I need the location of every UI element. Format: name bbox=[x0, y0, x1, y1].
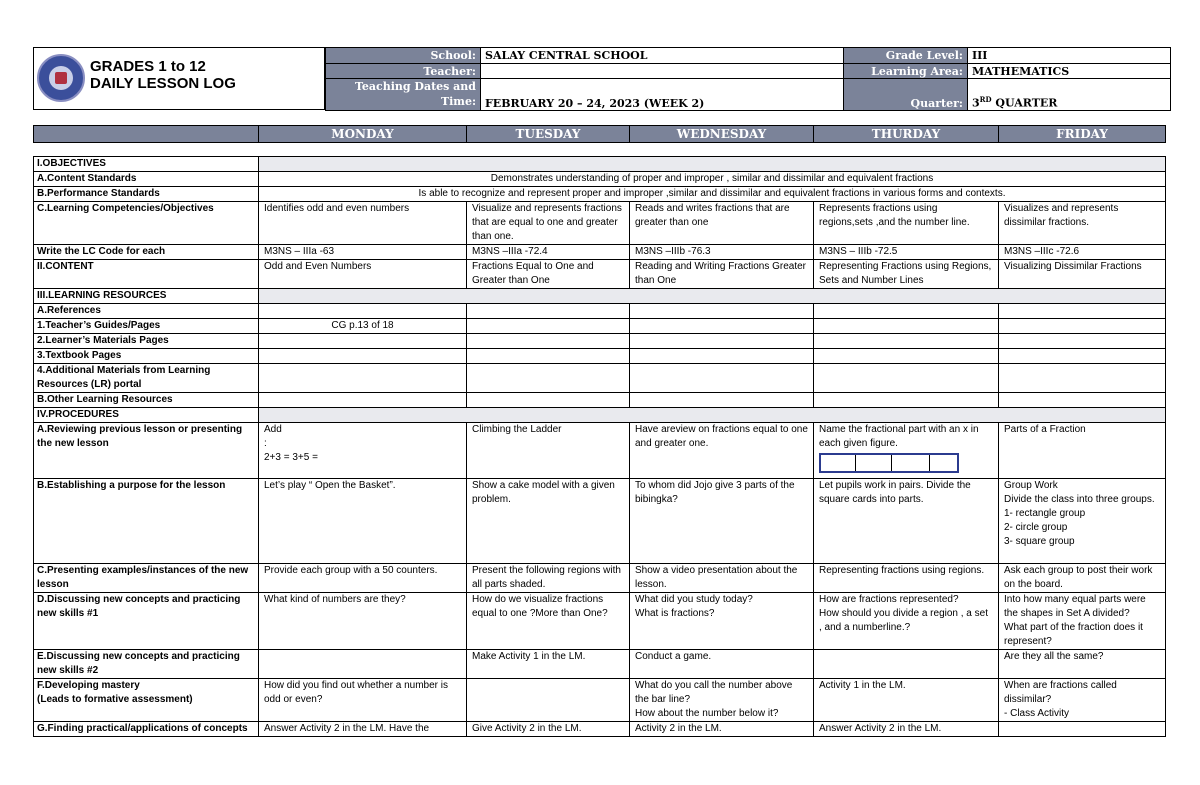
reviewing-mon-line1: Add bbox=[264, 424, 282, 435]
finding-wed: Activity 2 in the LM. bbox=[630, 722, 814, 737]
purpose-fri-line3: 1- rectangle group bbox=[1004, 508, 1086, 519]
purpose-fri-line1: Group Work bbox=[1004, 480, 1058, 491]
objectives-span bbox=[259, 157, 1166, 172]
competency-mon: Identifies odd and even numbers bbox=[259, 202, 467, 245]
mastery-mon: How did you find out whether a number is odd or even? bbox=[259, 679, 467, 722]
reviewing-label: A.Reviewing previous lesson or presenting the new lesson bbox=[34, 423, 259, 479]
purpose-label: B.Establishing a purpose for the lesson bbox=[34, 479, 259, 564]
lc-code-tue: M3NS –IIIa -72.4 bbox=[467, 245, 630, 260]
purpose-wed: To whom did Jojo give 3 parts of the bibingka? bbox=[630, 479, 814, 564]
procedures-span bbox=[259, 408, 1166, 423]
competency-fri: Visualizes and represents dissimilar fractions. bbox=[999, 202, 1166, 245]
reviewing-thu-text: Name the fractional part with an x in each given figure. bbox=[819, 424, 979, 449]
area-value: MATHEMATICS bbox=[968, 64, 1171, 79]
dates-label-line1: Teaching Dates and bbox=[354, 80, 476, 93]
deped-seal-icon bbox=[37, 54, 85, 102]
day-tuesday: TUESDAY bbox=[467, 126, 630, 143]
document-title bbox=[90, 58, 236, 92]
mastery-fri: When are fractions called dissimilar? - Class Activity bbox=[999, 679, 1166, 722]
discussing-1-fri: Into how many equal parts were the shapes in Set A divided? What part of the fraction does it represent? bbox=[999, 593, 1166, 650]
competency-thu: Represents fractions using regions,sets ,and the number line. bbox=[814, 202, 999, 245]
mastery-tue bbox=[467, 679, 630, 722]
finding-thu: Answer Activity 2 in the LM. bbox=[814, 722, 999, 737]
finding-label: G.Finding practical/applications of concepts bbox=[34, 722, 259, 737]
days-header-blank bbox=[34, 126, 259, 143]
competency-tue: Visualize and represents fractions that are equal to one and greater than one. bbox=[467, 202, 630, 245]
other-resources-label: B.Other Learning Resources bbox=[34, 393, 259, 408]
reviewing-mon-line3: 2+3 = 3+5 = bbox=[264, 452, 318, 463]
school-info-table bbox=[325, 47, 1171, 111]
finding-fri bbox=[999, 722, 1166, 737]
learners-materials-label: 2.Learner’s Materials Pages bbox=[34, 334, 259, 349]
school-label: School: bbox=[326, 48, 481, 64]
presenting-label: C.Presenting examples/instances of the new lesson bbox=[34, 564, 259, 593]
lc-code-fri: M3NS –IIIc -72.6 bbox=[999, 245, 1166, 260]
grade-value: III bbox=[968, 48, 1171, 64]
teachers-guide-mon: CG p.13 of 18 bbox=[259, 319, 467, 334]
additional-materials-label: 4.Additional Materials from Learning Resources (LR) portal bbox=[34, 364, 259, 393]
day-friday: FRIDAY bbox=[999, 126, 1166, 143]
purpose-thu: Let pupils work in pairs. Divide the square cards into parts. bbox=[814, 479, 999, 564]
discussing-1-label: D.Discussing new concepts and practicing new skills #1 bbox=[34, 593, 259, 650]
discussing-2-tue: Make Activity 1 in the LM. bbox=[467, 650, 630, 679]
content-fri: Visualizing Dissimilar Fractions bbox=[999, 260, 1166, 289]
discussing-1-tue: How do we visualize fractions equal to one ?More than One? bbox=[467, 593, 630, 650]
content-thu: Representing Fractions using Regions, Sets and Number Lines bbox=[814, 260, 999, 289]
teachers-guide-label: 1.Teacher’s Guides/Pages bbox=[34, 319, 259, 334]
discussing-2-thu bbox=[814, 650, 999, 679]
purpose-fri bbox=[999, 479, 1166, 564]
dates-value: FEBRUARY 20 – 24, 2023 (WEEK 2) bbox=[481, 79, 844, 111]
day-monday: MONDAY bbox=[259, 126, 467, 143]
learning-resources-span bbox=[259, 289, 1166, 304]
purpose-fri-line2: Divide the class into three groups. bbox=[1004, 494, 1155, 505]
content-wed: Reading and Writing Fractions Greater than One bbox=[630, 260, 814, 289]
presenting-tue: Present the following regions with all parts shaded. bbox=[467, 564, 630, 593]
reviewing-mon bbox=[259, 423, 467, 479]
lesson-grid bbox=[33, 156, 1166, 737]
quarter-number: 3 bbox=[972, 97, 980, 110]
purpose-fri-line4: 2- circle group bbox=[1004, 522, 1068, 533]
competencies-label: C.Learning Competencies/Objectives bbox=[34, 202, 259, 245]
performance-standards-label: B.Performance Standards bbox=[34, 187, 259, 202]
title-line-1: GRADES 1 to 12 bbox=[90, 58, 206, 75]
purpose-tue: Show a cake model with a given problem. bbox=[467, 479, 630, 564]
reviewing-tue: Climbing the Ladder bbox=[467, 423, 630, 479]
quarter-sup: RD bbox=[979, 95, 992, 105]
lc-code-thu: M3NS – IIIb -72.5 bbox=[814, 245, 999, 260]
day-thursday: THURDAY bbox=[814, 126, 999, 143]
reviewing-fri: Parts of a Fraction bbox=[999, 423, 1166, 479]
reviewing-thu bbox=[814, 423, 999, 479]
lc-code-wed: M3NS –IIIb -76.3 bbox=[630, 245, 814, 260]
area-label: Learning Area: bbox=[844, 64, 968, 79]
discussing-1-thu: How are fractions represented? How should you divide a region , a set , and a numberline.? bbox=[814, 593, 999, 650]
presenting-fri: Ask each group to post their work on the board. bbox=[999, 564, 1166, 593]
teacher-value bbox=[481, 64, 844, 79]
mastery-label-line2: (Leads to formative assessment) bbox=[37, 694, 193, 705]
performance-standards-value: Is able to recognize and represent proper and improper ,similar and dissimilar and equivalent fractions in various forms and contexts. bbox=[259, 187, 1166, 202]
content-standards-value: Demonstrates understanding of proper and improper , similar and dissimilar and equivalent fractions bbox=[259, 172, 1166, 187]
grade-label: Grade Level: bbox=[844, 48, 968, 64]
dates-label-line2: Time: bbox=[440, 95, 476, 108]
learning-resources-label: III.LEARNING RESOURCES bbox=[34, 289, 259, 304]
discussing-2-fri: Are they all the same? bbox=[999, 650, 1166, 679]
lc-code-label: Write the LC Code for each bbox=[34, 245, 259, 260]
lc-code-mon: M3NS – IIIa -63 bbox=[259, 245, 467, 260]
discussing-2-wed: Conduct a game. bbox=[630, 650, 814, 679]
day-wednesday: WEDNESDAY bbox=[630, 126, 814, 143]
fraction-figure bbox=[819, 453, 959, 473]
content-standards-label: A.Content Standards bbox=[34, 172, 259, 187]
objectives-label: I.OBJECTIVES bbox=[34, 157, 259, 172]
quarter-value bbox=[968, 79, 1171, 111]
content-tue: Fractions Equal to One and Greater than One bbox=[467, 260, 630, 289]
quarter-label: Quarter: bbox=[844, 79, 968, 111]
presenting-mon: Provide each group with a 50 counters. bbox=[259, 564, 467, 593]
finding-tue: Give Activity 2 in the LM. bbox=[467, 722, 630, 737]
purpose-fri-line5: 3- square group bbox=[1004, 536, 1075, 547]
mastery-wed: What do you call the number above the bar line? How about the number below it? bbox=[630, 679, 814, 722]
discussing-1-wed: What did you study today? What is fractions? bbox=[630, 593, 814, 650]
discussing-2-label: E.Discussing new concepts and practicing new skills #2 bbox=[34, 650, 259, 679]
reviewing-wed: Have areview on fractions equal to one and greater one. bbox=[630, 423, 814, 479]
mastery-thu: Activity 1 in the LM. bbox=[814, 679, 999, 722]
title-box bbox=[33, 47, 325, 110]
dates-label bbox=[326, 79, 481, 111]
finding-mon: Answer Activity 2 in the LM. Have the bbox=[259, 722, 467, 737]
presenting-wed: Show a video presentation about the lesson. bbox=[630, 564, 814, 593]
presenting-thu: Representing fractions using regions. bbox=[814, 564, 999, 593]
discussing-1-mon: What kind of numbers are they? bbox=[259, 593, 467, 650]
title-line-2: DAILY LESSON LOG bbox=[90, 75, 236, 92]
mastery-label-line1: F.Developing mastery bbox=[37, 680, 140, 691]
references-label: A.References bbox=[34, 304, 259, 319]
school-value: SALAY CENTRAL SCHOOL bbox=[481, 48, 844, 64]
discussing-2-mon bbox=[259, 650, 467, 679]
purpose-mon: Let’s play “ Open the Basket”. bbox=[259, 479, 467, 564]
days-header bbox=[33, 125, 1166, 143]
content-label: II.CONTENT bbox=[34, 260, 259, 289]
quarter-text: QUARTER bbox=[991, 97, 1058, 110]
mastery-label bbox=[34, 679, 259, 722]
textbook-label: 3.Textbook Pages bbox=[34, 349, 259, 364]
content-mon: Odd and Even Numbers bbox=[259, 260, 467, 289]
procedures-label: IV.PROCEDURES bbox=[34, 408, 259, 423]
competency-wed: Reads and writes fractions that are greater than one bbox=[630, 202, 814, 245]
reviewing-mon-line2: : bbox=[264, 438, 267, 449]
teacher-label: Teacher: bbox=[326, 64, 481, 79]
